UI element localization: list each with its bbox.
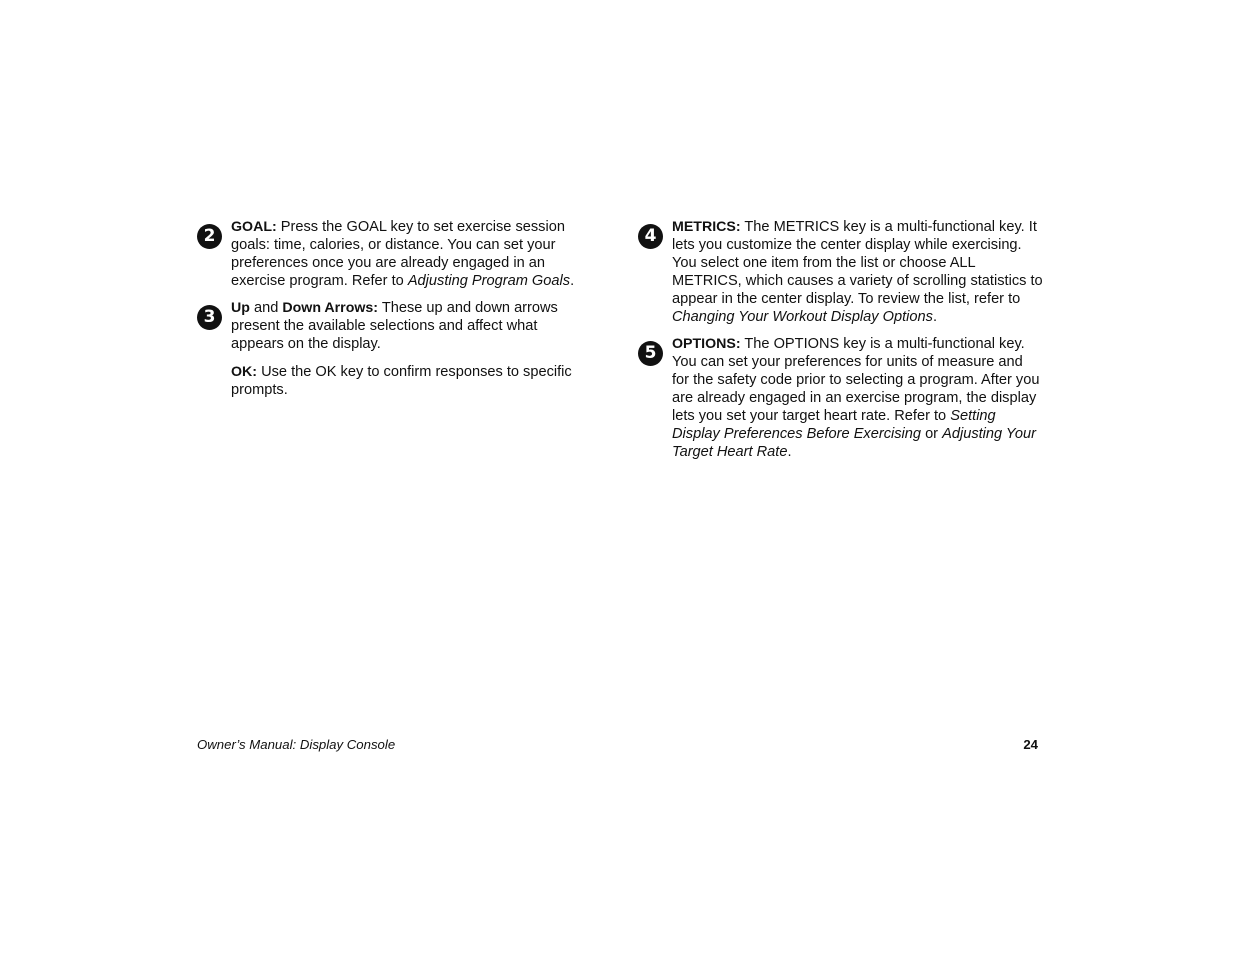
goal-end: .	[570, 273, 575, 289]
right-column	[638, 218, 1043, 470]
metrics-item	[638, 218, 1043, 326]
and-text: and	[249, 300, 283, 316]
options-keyword: OPTIONS:	[672, 336, 741, 352]
ok-item	[197, 363, 592, 399]
number-4-icon: 4	[638, 224, 663, 249]
goal-item	[197, 218, 592, 290]
goal-text: Press the GOAL key to set exercise session goals: time, calories, or distance. You can set your preferences once you are already engaged in an exercise program. Refer to	[231, 219, 565, 289]
options-end: .	[787, 444, 792, 460]
goal-keyword: GOAL:	[231, 219, 277, 235]
options-text: The OPTIONS key is a multi-functional key. You can set your preferences for units of measure and for the safety code prior to selecting a program. After you are already engaged in an exercise program, the display lets you set your target heart rate. Refer to	[672, 336, 1040, 424]
down-arrows-keyword: Down Arrows:	[282, 300, 379, 316]
metrics-keyword: METRICS:	[672, 219, 741, 235]
ok-keyword: OK:	[231, 364, 258, 380]
metrics-reference: Changing Your Workout Display Options	[672, 309, 933, 325]
metrics-text: The METRICS key is a multi-functional key. It lets you customize the center display while exercising. You select one item from the list or choose ALL METRICS, which causes a variety of scrolling statistics to appear in the center display. To review the list, refer to	[672, 219, 1043, 307]
left-column	[197, 218, 592, 408]
number-2-icon: 2	[197, 224, 222, 249]
options-reference-2: Adjusting Your Target Heart Rate	[672, 426, 1036, 460]
options-reference-1: Setting Display Preferences Before Exercising	[672, 408, 996, 442]
arrows-item	[197, 299, 592, 353]
number-3-icon: 3	[197, 305, 222, 330]
options-or: or	[921, 426, 943, 442]
arrows-text: These up and down arrows present the available selections and affect what appears on the display.	[231, 300, 558, 352]
up-keyword: Up	[231, 300, 250, 316]
page-number: 24	[1023, 737, 1038, 752]
goal-reference: Adjusting Program Goals	[407, 273, 571, 289]
metrics-end: .	[932, 309, 937, 325]
options-item	[638, 335, 1043, 461]
ok-text: Use the OK key to confirm responses to specific prompts.	[231, 364, 572, 398]
footer-title: Owner’s Manual: Display Console	[197, 737, 396, 752]
number-5-icon: 5	[638, 341, 663, 366]
